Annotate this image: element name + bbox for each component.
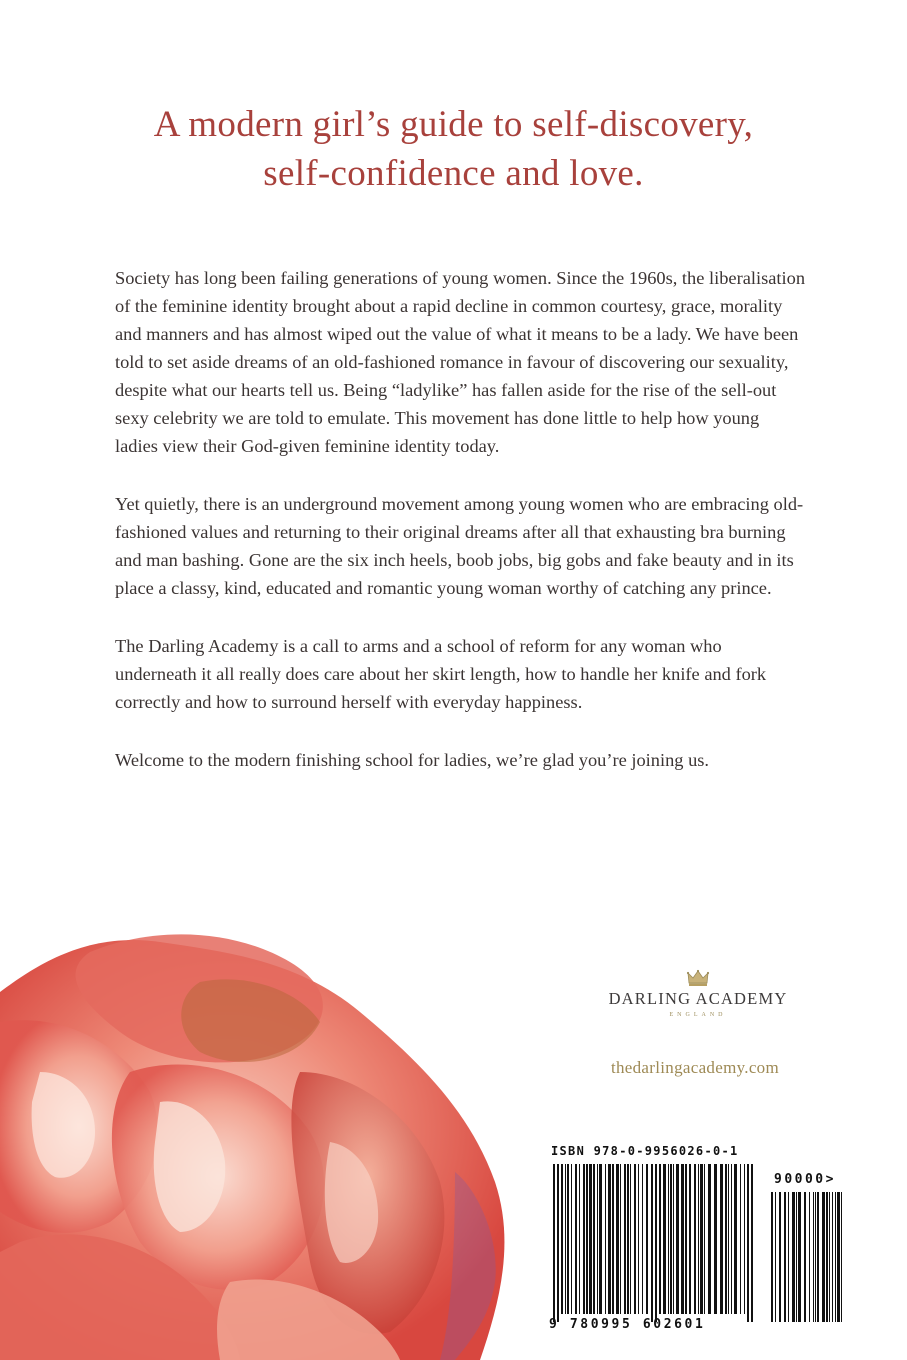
price-code: 90000>	[774, 1172, 836, 1187]
publisher-logo	[598, 968, 798, 1019]
barcode-bar	[714, 1164, 717, 1314]
barcode-bar	[731, 1164, 732, 1314]
barcode-bar	[634, 1164, 636, 1314]
barcode-bar	[771, 1192, 773, 1322]
barcode-bar	[700, 1164, 703, 1314]
barcode-bar	[804, 1192, 806, 1322]
barcode-bar	[708, 1164, 711, 1314]
crown-icon	[686, 968, 710, 988]
barcode-bar	[822, 1192, 825, 1322]
barcode-bar	[567, 1164, 569, 1314]
tagline-line-2: self-confidence and love.	[263, 153, 644, 194]
barcode-bar	[561, 1164, 563, 1314]
barcode-bar	[565, 1164, 566, 1314]
watercolor-rose-image	[0, 922, 520, 1360]
barcode-bar	[817, 1192, 819, 1322]
barcode-bar	[689, 1164, 691, 1314]
barcode-bar	[599, 1164, 602, 1314]
barcode-bar	[668, 1164, 669, 1314]
barcode-bar	[627, 1164, 629, 1314]
barcode-bar	[835, 1192, 836, 1322]
barcode-bar	[744, 1164, 745, 1314]
barcode-bar	[583, 1164, 585, 1314]
barcode-bars	[545, 1142, 855, 1342]
publisher-website: thedarlingacademy.com	[610, 1058, 780, 1077]
barcode-bar	[673, 1164, 674, 1314]
barcode-bar	[624, 1164, 626, 1314]
barcode-bar	[826, 1192, 828, 1322]
blurb-paragraph-1: Society has long been failing generations of young women. Since the 1960s, the liberalisation of the feminine identity brought about a rapid decline in common courtesy, grace, morality and manners and has almost wiped out the value of what it means to be a lady. We have been told to set aside dreams of an old-fashioned romance in favour of discovering our sexuality, despite what our hearts tell us. Being “ladylike” has fallen aside for the rise of the sell-out sexy celebrity we are told to emulate. This movement has done little to help how young ladies view their God-given feminine identity today.	[115, 268, 806, 456]
barcode-bar	[571, 1164, 572, 1314]
barcode-bar	[642, 1164, 643, 1314]
barcode-bar	[792, 1192, 795, 1322]
barcode-bar	[593, 1164, 595, 1314]
barcode-bar	[659, 1164, 661, 1314]
barcode-bar	[557, 1164, 559, 1322]
barcode-bar	[646, 1164, 648, 1314]
blurb	[115, 264, 805, 804]
barcode-bar	[681, 1164, 684, 1314]
barcode-bar	[720, 1164, 723, 1314]
barcode-bar	[809, 1192, 810, 1322]
barcode-bar	[663, 1164, 666, 1314]
isbn-barcode	[545, 1142, 855, 1342]
isbn-number: ISBN 978-0-9956026-0-1	[551, 1144, 739, 1158]
barcode-bar	[796, 1192, 797, 1322]
publisher-sub: ENGLAND	[669, 1012, 727, 1018]
barcode-bar	[815, 1192, 816, 1322]
barcode-bar	[694, 1164, 696, 1314]
barcode-bar	[638, 1164, 639, 1314]
barcode-bar	[779, 1192, 781, 1322]
barcode-bar	[775, 1192, 776, 1322]
blurb-paragraph-4: Welcome to the modern finishing school for ladies, we’re glad you’re joining us.	[115, 750, 710, 770]
barcode-bar	[630, 1164, 631, 1314]
barcode-bar	[608, 1164, 611, 1314]
barcode-bar	[751, 1164, 753, 1322]
barcode-bar	[698, 1164, 699, 1314]
barcode-bar	[704, 1164, 705, 1314]
barcode-bar	[616, 1164, 619, 1314]
barcode-bar	[553, 1164, 555, 1322]
barcode-bar	[837, 1192, 840, 1322]
barcode-bar	[747, 1164, 749, 1322]
barcode-bar	[579, 1164, 580, 1314]
barcode-digits: 9 780995 602601	[549, 1317, 706, 1332]
barcode-bar	[734, 1164, 737, 1314]
blurb-paragraph-3: The Darling Academy is a call to arms and a school of reform for any woman who underneath it all really does care about her skirt length, how to handle her knife and fork correctly and how to surround herself with everyday happiness.	[115, 636, 767, 712]
barcode-bar	[575, 1164, 577, 1314]
barcode-bar	[841, 1192, 842, 1322]
barcode-bar	[586, 1164, 588, 1314]
barcode-bar	[798, 1192, 801, 1322]
barcode-bar	[605, 1164, 606, 1314]
tagline	[0, 100, 907, 198]
publisher-name: DARLING ACADEMY	[608, 989, 788, 1008]
barcode-bar	[676, 1164, 679, 1314]
tagline-line-1: A modern girl’s guide to self-discovery,	[153, 104, 754, 145]
barcode-bar	[612, 1164, 614, 1314]
barcode-bar	[740, 1164, 741, 1314]
barcode-bar	[784, 1192, 786, 1322]
barcode-bar	[589, 1164, 592, 1314]
barcode-bar	[728, 1164, 729, 1314]
barcode-bar	[651, 1164, 653, 1322]
blurb-paragraph-2: Yet quietly, there is an underground movement among young women who are embracing old-fashioned values and returning to their original dreams after all that exhausting bra burning and man bashing. Gone are the six inch heels, boob jobs, big gobs and fake beauty and in its place a classy, kind, educated and romantic young woman worthy of catching any prince.	[115, 494, 804, 598]
barcode-bar	[829, 1192, 830, 1322]
barcode-bar	[597, 1164, 598, 1314]
barcode-bar	[620, 1164, 621, 1314]
barcode-bar	[685, 1164, 687, 1314]
barcode-bar	[832, 1192, 833, 1322]
barcode-bar	[725, 1164, 727, 1314]
barcode-bar	[655, 1164, 657, 1322]
barcode-bar	[670, 1164, 672, 1314]
barcode-bar	[813, 1192, 814, 1322]
barcode-bar	[788, 1192, 789, 1322]
